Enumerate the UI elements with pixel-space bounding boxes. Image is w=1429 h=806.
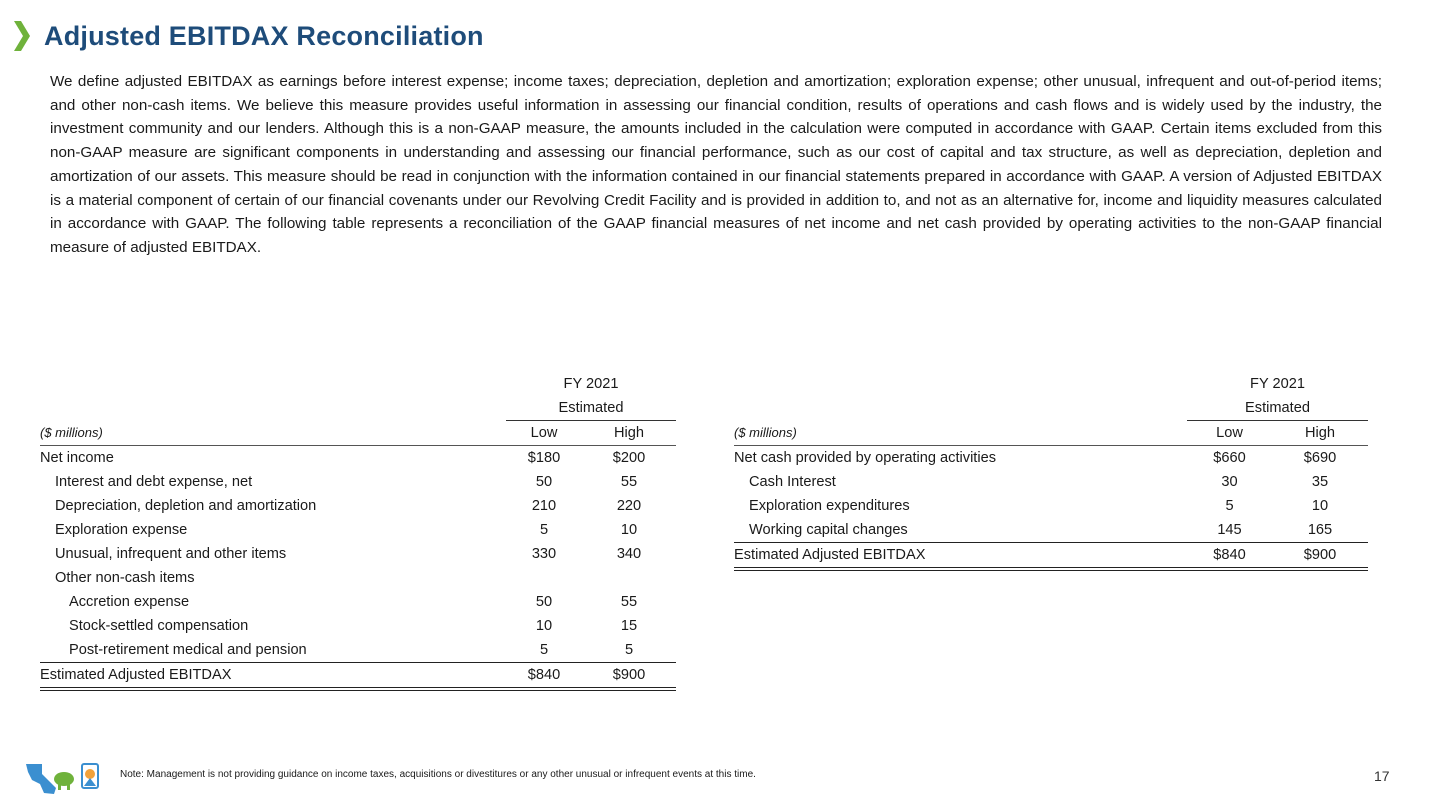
- units-label: ($ millions): [734, 421, 1187, 446]
- low-value: 30: [1221, 474, 1238, 490]
- table-row: [40, 494, 676, 518]
- slide-header: [14, 18, 484, 54]
- row-label: Estimated Adjusted EBITDAX: [40, 663, 506, 690]
- total-row: [40, 663, 676, 690]
- intro-paragraph: We define adjusted EBITDAX as earnings before interest expense; income taxes; depreciation, depletion and amortization; exploration expense; other unusual, infrequent and out-of-period items; and other non-cash items. We believe this measure provides useful information in assessing our financial condition, results of operations and cash flows and is widely used by the industry, the investment community and our lenders. Although this is a non-GAAP measure, the amounts included in the calculation were computed in accordance with GAAP. Certain items excluded from this non-GAAP measure are significant components in understanding and assessing our financial performance, such as our cost of capital and tax structure, as well as depreciation, depletion and amortization of our assets. This measure should be read in conjunction with the information contained in our financial statements prepared in accordance with GAAP. A version of Adjusted EBITDAX is a material component of certain of our financial covenants under our Revolving Credit Facility and is provided in addition to, and not as an alternative for, income and liquidity measures calculated in accordance with GAAP. The following table represents a reconciliation of the GAAP financial measures of net income and net cash provided by operating activities to the non-GAAP financial measure of adjusted EBITDAX.: [50, 73, 1382, 256]
- total-row: [734, 543, 1368, 570]
- low-value: 5: [539, 522, 549, 538]
- low-value: 5: [1225, 498, 1234, 514]
- row-label: Working capital changes: [734, 518, 1187, 543]
- low-value: 210: [531, 498, 557, 514]
- low-header: Low: [1187, 421, 1272, 446]
- low-value: 10: [535, 618, 553, 634]
- table-row: [40, 590, 676, 614]
- row-label: Post-retirement medical and pension: [40, 638, 506, 663]
- table-row: [40, 470, 676, 494]
- row-label: Depreciation, depletion and amortization: [55, 498, 317, 514]
- row-label: Net cash provided by operating activities: [734, 450, 997, 466]
- low-value: $660: [1213, 450, 1246, 466]
- row-label: Estimated Adjusted EBITDAX: [734, 543, 1187, 570]
- table-row: [40, 446, 676, 471]
- row-label: Accretion expense: [69, 594, 190, 610]
- low-value: 145: [1187, 518, 1272, 543]
- page-title: Adjusted EBITDAX Reconciliation: [44, 20, 484, 51]
- footnote: Note: Management is not providing guidance on income taxes, acquisitions or divestitures or any other unusual or infrequent events at this time.: [120, 769, 756, 780]
- high-value: 220: [616, 498, 642, 514]
- row-label: Exploration expenditures: [749, 498, 910, 514]
- table-row: [734, 518, 1368, 543]
- low-value: 330: [531, 546, 557, 562]
- table-row: [734, 494, 1368, 518]
- table-row: [40, 614, 676, 638]
- period-header: FY 2021: [1250, 376, 1305, 392]
- high-value: 5: [582, 638, 676, 663]
- low-value: $840: [1187, 543, 1272, 570]
- row-label: Net income: [40, 450, 114, 466]
- row-label: Stock-settled compensation: [69, 618, 249, 634]
- high-value: 165: [1272, 518, 1368, 543]
- high-value: $690: [1303, 450, 1337, 466]
- row-label: Cash Interest: [749, 474, 836, 490]
- high-value: $900: [582, 663, 676, 690]
- high-value: 10: [620, 522, 638, 538]
- estimated-header: Estimated: [506, 396, 676, 421]
- estimated-header: Estimated: [1187, 396, 1368, 421]
- row-label: Other non-cash items: [55, 570, 195, 586]
- high-value: 340: [616, 546, 642, 562]
- table-row: [40, 638, 676, 663]
- table-row: [734, 446, 1368, 471]
- high-value: 15: [620, 618, 638, 634]
- period-header: FY 2021: [563, 376, 619, 392]
- row-label: Exploration expense: [55, 522, 188, 538]
- high-value: $900: [1272, 543, 1368, 570]
- operating-cash-reconciliation-table: [734, 372, 1368, 571]
- table-row: [40, 566, 676, 590]
- table-row: [40, 542, 676, 566]
- page-number: 17: [1374, 768, 1390, 784]
- chevron-right-icon: [14, 21, 30, 51]
- low-value: $840: [506, 663, 582, 690]
- low-value: 50: [535, 474, 553, 490]
- company-logo-icon: [22, 758, 102, 796]
- high-value: 10: [1311, 498, 1329, 514]
- table-row: [734, 470, 1368, 494]
- table-row: [40, 518, 676, 542]
- high-value: $200: [612, 450, 646, 466]
- units-label: ($ millions): [40, 421, 506, 446]
- high-value: 55: [620, 594, 638, 610]
- low-value: [506, 566, 582, 590]
- low-value: $180: [527, 450, 561, 466]
- row-label: Interest and debt expense, net: [55, 474, 253, 490]
- net-income-reconciliation-table: [40, 372, 676, 691]
- high-header: High: [1272, 421, 1368, 446]
- high-value: 55: [620, 474, 638, 490]
- low-header: Low: [506, 421, 582, 446]
- row-label: Unusual, infrequent and other items: [55, 546, 287, 562]
- high-value: [582, 566, 676, 590]
- high-value: 35: [1311, 474, 1329, 490]
- low-value: 50: [535, 594, 553, 610]
- low-value: 5: [506, 638, 582, 663]
- high-header: High: [582, 421, 676, 446]
